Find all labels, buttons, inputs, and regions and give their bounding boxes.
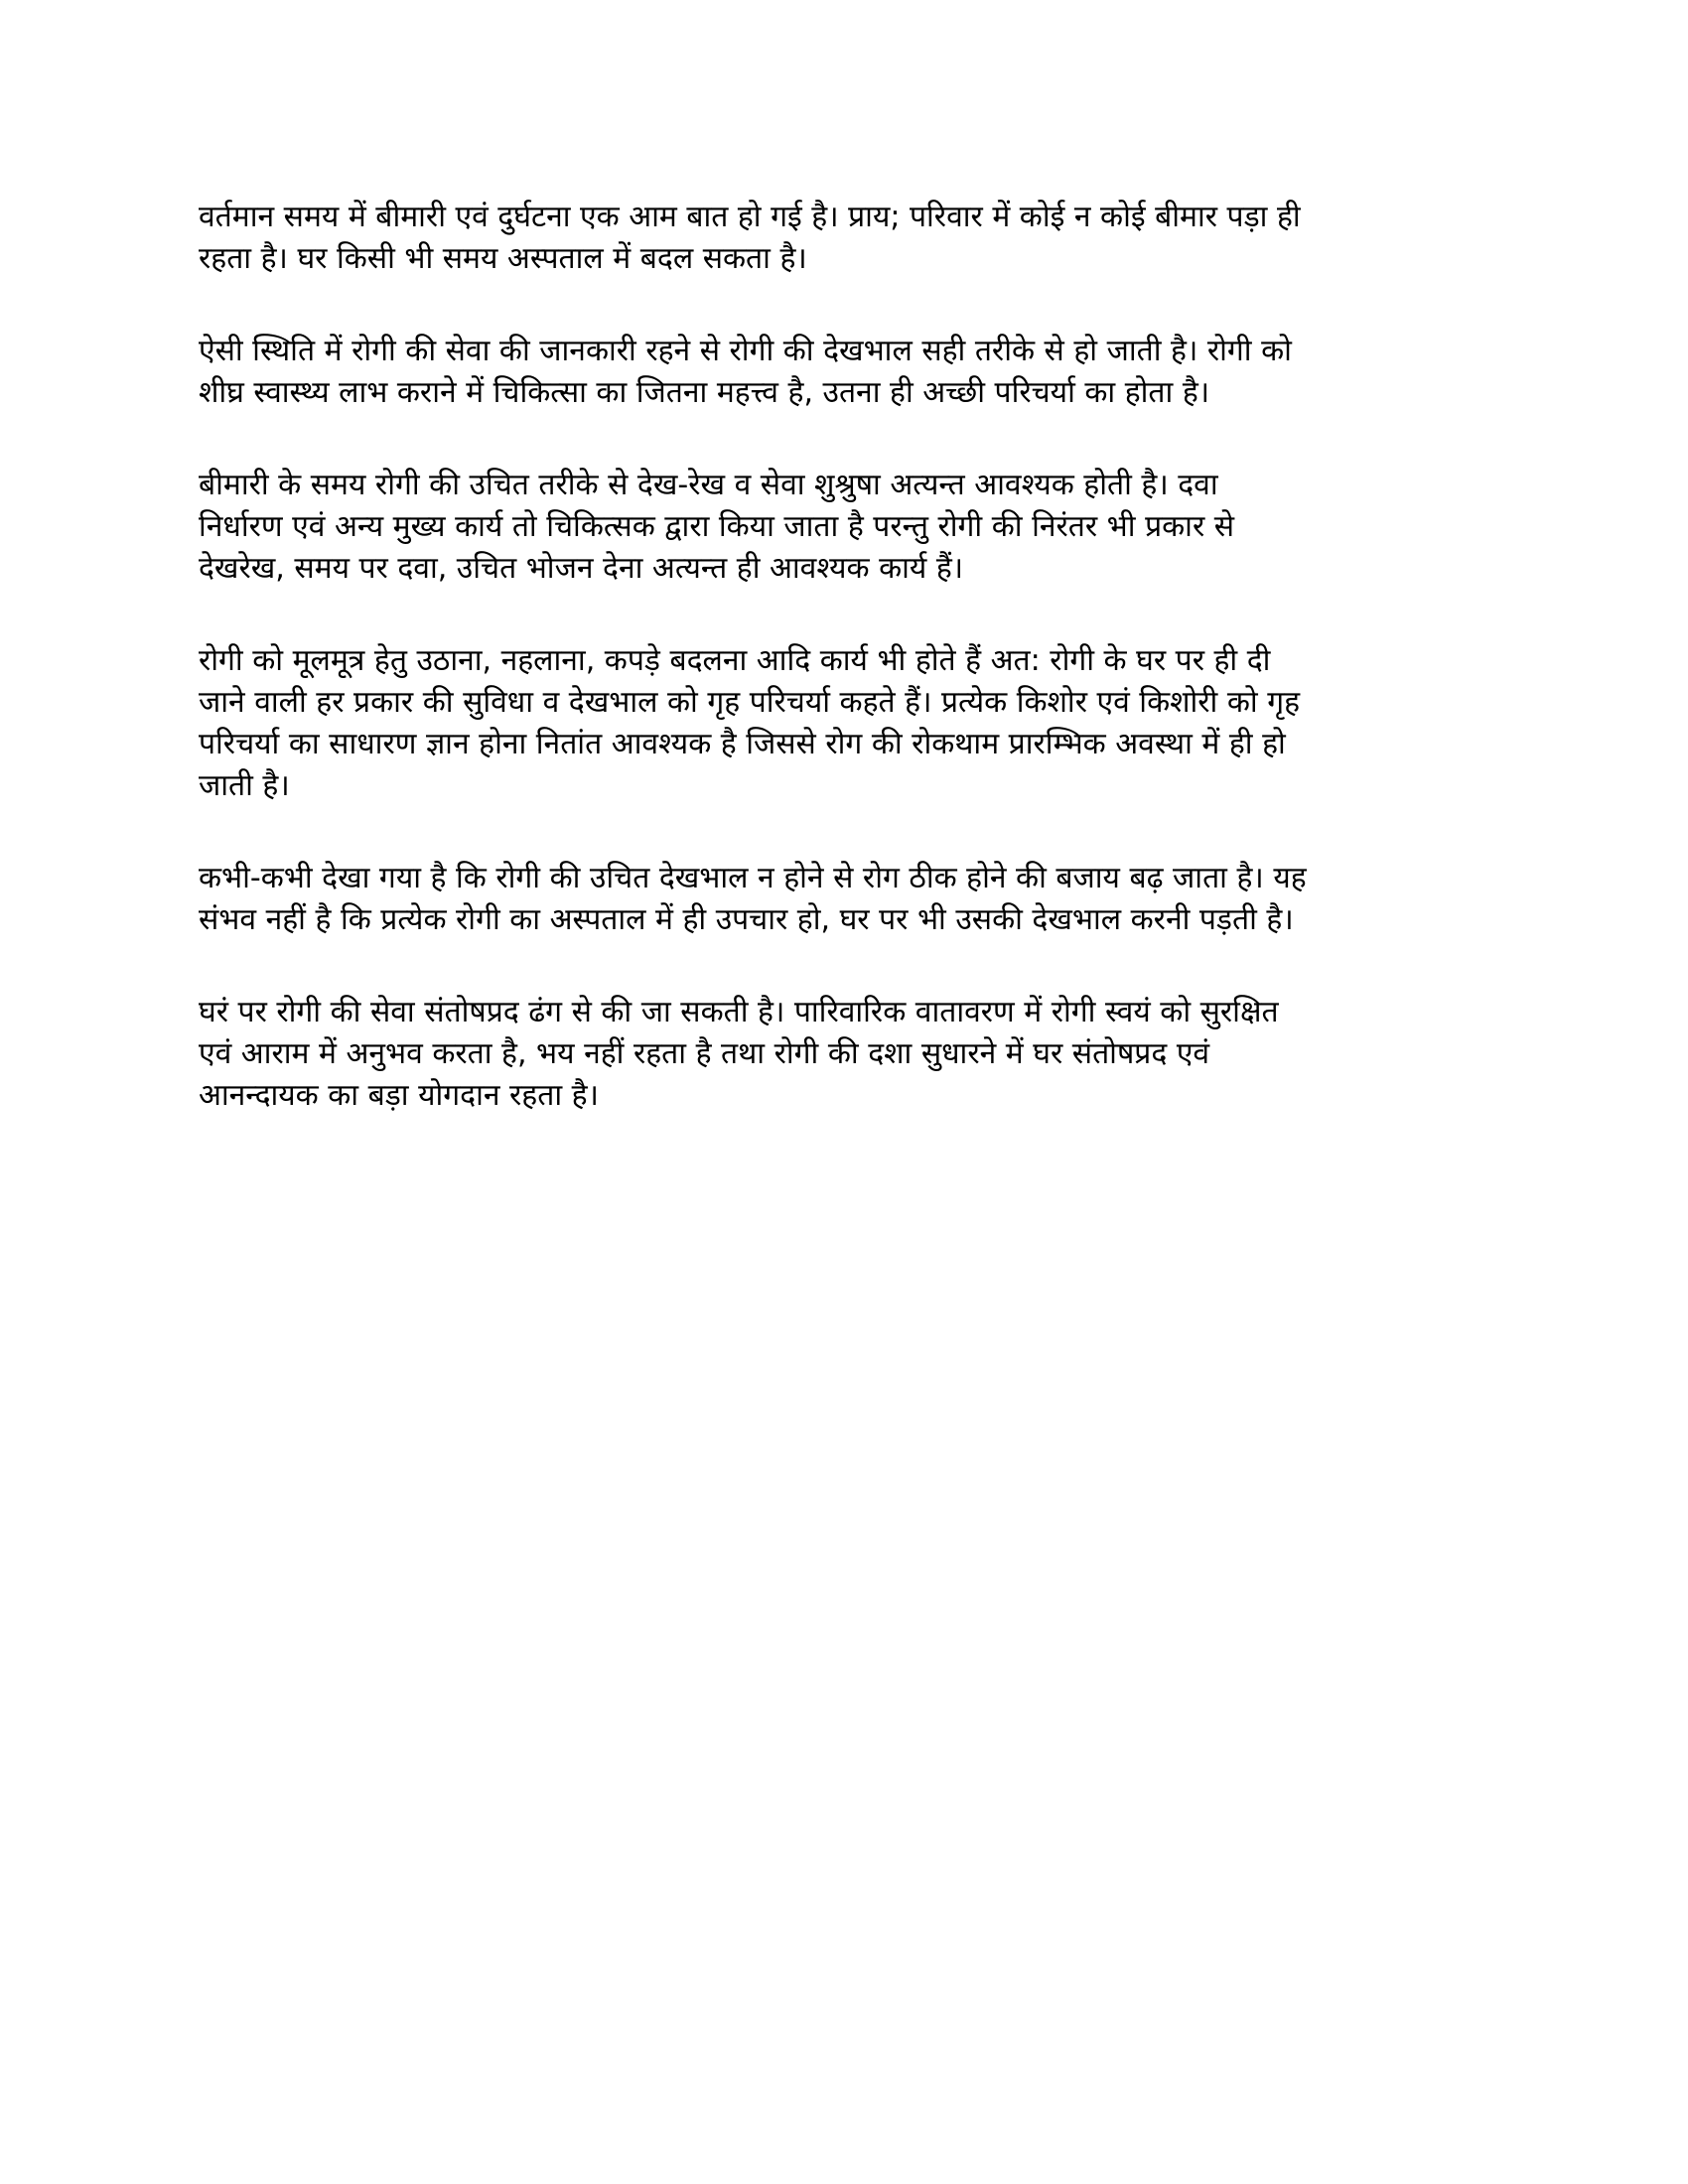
paragraph-5 [199,858,1499,941]
text-line: शीघ्र स्वास्थ्य लाभ कराने में चिकित्सा का जितना महत्त्व है, उतना ही अच्छी परिचर्या का होता है। [199,375,1210,410]
paragraph-2 [199,331,1499,414]
text-line: बीमारी के समय रोगी की उचित तरीके से देख-रेख व सेवा शुश्रुषा अत्यन्त आवश्यक होती है। दवा [199,468,1218,502]
text-line: देखरेख, समय पर दवा, उचित भोजन देना अत्यन्त ही आवश्यक कार्य हैं। [199,551,964,586]
text-line: आनन्दायक का बड़ा योगदान रहता है। [199,1078,599,1113]
text-line: रहता है। घर किसी भी समय अस्पताल में बदल सकता है। [199,241,807,276]
document-body [199,197,1499,1167]
text-line: वर्तमान समय में बीमारी एवं दुर्घटना एक आम बात हो गई है। प्राय; परिवार में कोई न कोई बीमार पड़ा ही [199,200,1301,234]
text-line: कभी-कभी देखा गया है कि रोगी की उचित देखभाल न होने से रोग ठीक होने की बजाय बढ़ जाता है। यह [199,861,1307,895]
paragraph-1 [199,197,1499,280]
text-line: संभव नहीं है कि प्रत्येक रोगी का अस्पताल में ही उपचार हो, घर पर भी उसकी देखभाल करनी पड़ती है। [199,902,1294,937]
paragraph-4 [199,640,1499,807]
text-line: एवं आराम में अनुभव करता है, भय नहीं रहता है तथा रोगी की दशा सुधारने में घर संतोषप्रद एवं [199,1036,1210,1071]
paragraph-6 [199,992,1499,1117]
text-line: जाती है। [199,768,290,803]
text-line: परिचर्या का साधारण ज्ञान होना नितांत आवश्यक है जिससे रोग की रोकथाम प्रारम्भिक अवस्था में ही हो [199,727,1286,761]
text-line: ऐसी स्थिति में रोगी की सेवा की जानकारी रहने से रोगी की देखभाल सही तरीके से हो जाती है। रोगी को [199,334,1292,368]
text-line: निर्धारण एवं अन्य मुख्य कार्य तो चिकित्सक द्वारा किया जाता है परन्तु रोगी की निरंतर भी प्रकार से [199,509,1235,544]
text-line: जाने वाली हर प्रकार की सुविधा व देखभाल को गृह परिचर्या कहते हैं। प्रत्येक किशोर एवं किशोरी को गृह [199,685,1301,720]
text-line: घरं पर रोगी की सेवा संतोषप्रद ढंग से की जा सकती है। पारिवारिक वातावरण में रोगी स्वयं को सुरक्षित [199,995,1279,1029]
text-line: रोगी को मूलमूत्र हेतु उठाना, नहलाना, कपड़े बदलना आदि कार्य भी होते हैं अत: रोगी के घर पर ही दी [199,643,1271,678]
paragraph-3 [199,465,1499,590]
